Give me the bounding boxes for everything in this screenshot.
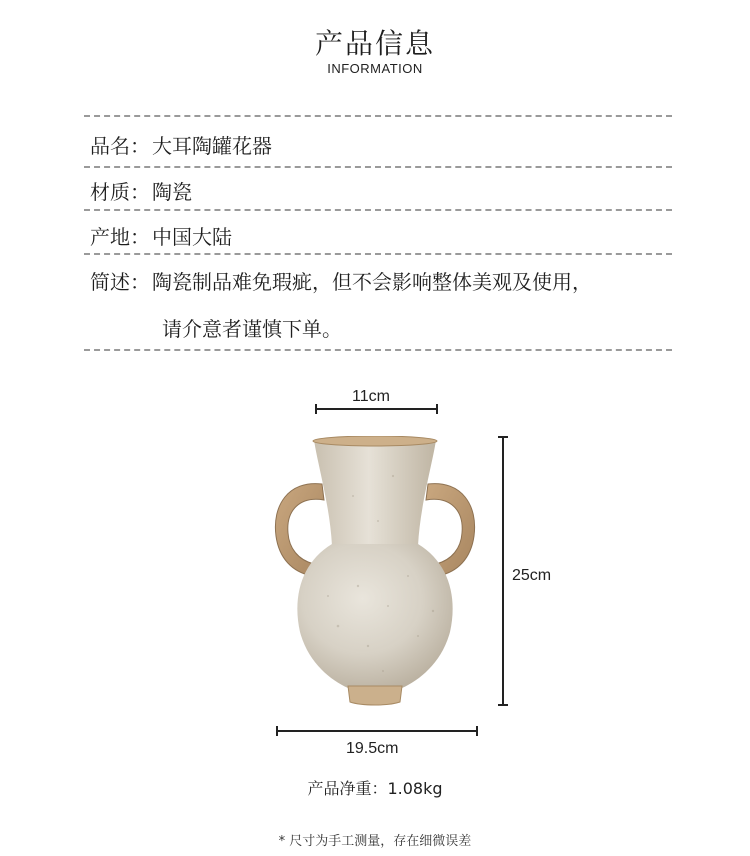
measurement-note: * 尺寸为手工测量，存在细微误差 <box>278 834 472 849</box>
name-value: 大耳陶罐花器 <box>152 134 272 158</box>
top-width-cap-left <box>315 404 317 414</box>
section-subtitle: INFORMATION <box>327 61 423 76</box>
info-row-description <box>90 266 592 295</box>
height-label: 25cm <box>512 567 552 584</box>
full-width-label: 19.5cm <box>346 740 399 757</box>
divider <box>84 349 672 351</box>
divider <box>84 166 672 168</box>
info-row-name <box>90 130 272 159</box>
top-width-label: 11cm <box>352 388 390 405</box>
height-line <box>502 437 504 705</box>
material-label: 材质： <box>90 180 150 204</box>
divider <box>84 253 672 255</box>
height-cap-bottom <box>498 704 508 706</box>
divider <box>84 209 672 211</box>
origin-label: 产地： <box>90 225 150 249</box>
vase-image <box>268 436 482 706</box>
description-line-2: 请介意者谨慎下单。 <box>162 317 342 341</box>
full-width-cap-right <box>476 726 478 736</box>
info-row-origin <box>90 221 232 250</box>
height-cap-top <box>498 436 508 438</box>
full-width-line <box>276 730 478 732</box>
top-width-cap-right <box>436 404 438 414</box>
description-line-1: 陶瓷制品难免瑕疵，但不会影响整体美观及使用， <box>152 270 592 294</box>
divider <box>84 115 672 117</box>
product-weight: 产品净重：1.08kg <box>307 779 443 798</box>
top-width-line <box>315 408 438 410</box>
description-label: 简述： <box>90 270 150 294</box>
name-label: 品名： <box>90 134 150 158</box>
section-title: 产品信息 <box>314 27 435 60</box>
material-value: 陶瓷 <box>152 180 192 204</box>
info-row-material <box>90 176 192 205</box>
full-width-cap-left <box>276 726 278 736</box>
origin-value: 中国大陆 <box>152 225 232 249</box>
